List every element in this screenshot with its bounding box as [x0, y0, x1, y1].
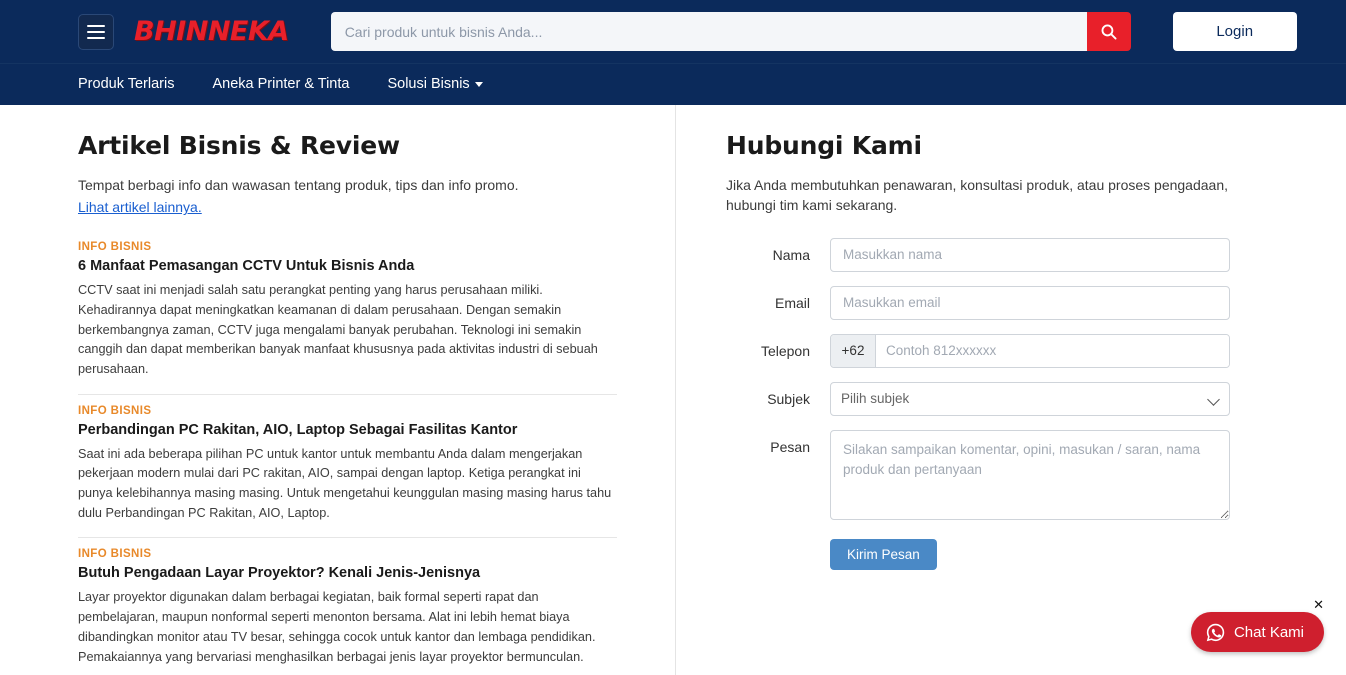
email-field-wrap [830, 286, 1230, 320]
email-label: Email [774, 294, 810, 311]
message-textarea[interactable] [830, 430, 1230, 520]
search-icon [1100, 23, 1117, 40]
form-row-name [726, 238, 1276, 272]
contact-lead: Jika Anda membutuhkan penawaran, konsultasi produk, atau proses pengadaan, hubungi tim kami sekarang. [726, 177, 1229, 214]
subject-select[interactable] [830, 382, 1230, 416]
nav-label: Aneka Printer & Tinta [212, 75, 350, 92]
form-row-email [726, 286, 1276, 320]
article-body: Layar proyektor digunakan dalam berbagai kegiatan, baik formal seperti rapat dan pembelajaran, maupun nonformal seperti menonton bersama. Alat ini lebih hemat biaya dibandingkan monitor atau TV besar, sehingga cocok untuk kantor dan lembaga pendidikan. Pemakaiannya yang bervariasi menghasilkan berbagai jenis layar proyektor bermunculan. [78, 590, 596, 664]
form-row-submit [726, 539, 1276, 570]
contact-column [676, 105, 1346, 675]
article-item [78, 538, 617, 675]
more-articles-link[interactable]: Lihat artikel lainnya. [78, 199, 202, 216]
article-title[interactable]: Perbandingan PC Rakitan, AIO, Laptop Sebagai Fasilitas Kantor [78, 421, 518, 438]
chat-widget-button[interactable] [1191, 612, 1324, 652]
article-category: INFO BISNIS [78, 548, 152, 561]
login-button[interactable] [1173, 12, 1297, 51]
submit-button[interactable]: Kirim Pesan [830, 539, 937, 570]
articles-title: Artikel Bisnis & Review [78, 131, 400, 160]
page-content [0, 105, 1346, 675]
email-input[interactable] [830, 286, 1230, 320]
hamburger-bar [87, 37, 105, 39]
whatsapp-icon [1205, 622, 1226, 643]
name-field-wrap [830, 238, 1230, 272]
nav-item-solusi-bisnis[interactable] [387, 76, 482, 94]
subject-label: Subjek [767, 390, 810, 407]
nav-label: Solusi Bisnis [387, 75, 470, 92]
site-logo[interactable]: BHINNEKA [134, 16, 289, 47]
article-category: INFO BISNIS [78, 241, 152, 254]
contact-title: Hubungi Kami [726, 131, 922, 160]
phone-country-prefix: +62 [831, 335, 876, 367]
name-input[interactable] [830, 238, 1230, 272]
form-row-phone [726, 334, 1276, 368]
phone-field-wrap [830, 334, 1230, 368]
message-field-wrap [830, 430, 1230, 525]
phone-label: Telepon [760, 342, 810, 359]
chat-close-icon[interactable]: ✕ [1313, 597, 1324, 612]
chevron-down-icon [475, 82, 483, 87]
article-body: Saat ini ada beberapa pilihan PC untuk kantor untuk membantu Anda dalam mengerjakan pekerjaan modern mulai dari PC rakitan, AIO, sampai dengan laptop. Ketiga perangkat ini punya kelebihannya masing masing. Untuk mengetahui keunggulan masing masing harus tahu dulu Perbandingan PC Rakitan, AIO, Laptop. [78, 446, 612, 520]
article-category: INFO BISNIS [78, 404, 152, 417]
name-label: Nama [772, 246, 810, 263]
nav-item-produk-terlaris[interactable] [78, 76, 174, 94]
subject-field-wrap [830, 382, 1230, 416]
articles-column [0, 105, 676, 675]
site-header [0, 0, 1346, 63]
subject-select-wrap [830, 382, 1230, 416]
nav-item-aneka-printer-tinta[interactable] [212, 76, 349, 94]
hamburger-bar [87, 25, 105, 27]
article-title[interactable]: Butuh Pengadaan Layar Proyektor? Kenali Jenis-Jenisnya [78, 565, 481, 582]
articles-lead: Tempat berbagi info dan wawasan tentang produk, tips dan info promo. [78, 177, 519, 193]
login-label: Login [1216, 23, 1254, 40]
form-row-subject [726, 382, 1276, 416]
search-input[interactable] [331, 12, 1087, 51]
hamburger-bar [87, 31, 105, 33]
form-row-message [726, 430, 1276, 525]
article-item [78, 395, 617, 539]
search-bar [331, 12, 1131, 51]
message-label: Pesan [770, 438, 810, 455]
nav-label: Produk Terlaris [78, 75, 175, 92]
article-title[interactable]: 6 Manfaat Pemasangan CCTV Untuk Bisnis Anda [78, 258, 415, 275]
phone-input-group [830, 334, 1230, 368]
search-button[interactable] [1087, 12, 1131, 51]
hamburger-icon[interactable] [78, 14, 114, 50]
phone-input[interactable] [876, 335, 1229, 367]
chat-widget-label: Chat Kami [1233, 623, 1304, 641]
article-item [78, 231, 617, 394]
article-body: CCTV saat ini menjadi salah satu perangkat penting yang harus perusahaan miliki. Kehadirannya dapat meningkatkan keamanan di dalam perusahaan. Dengan semakin berkembangnya zaman, CCTV juga mengalami banyak perubahan. Teknologi ini semakin canggih dan dapat memberikan banyak manfaat khususnya pada aktivitas industri di sebuah perusahaan. [78, 283, 598, 377]
main-nav [0, 63, 1346, 105]
